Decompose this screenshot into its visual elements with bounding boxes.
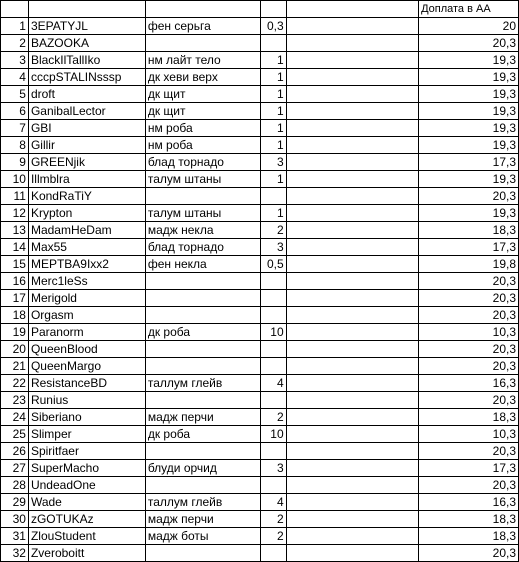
- empty-cell[interactable]: [286, 86, 418, 103]
- row-number-cell[interactable]: 29: [1, 494, 29, 511]
- row-number-cell[interactable]: 1: [1, 18, 29, 35]
- extra-payment-cell[interactable]: 18,3: [419, 528, 519, 545]
- nickname-cell[interactable]: Merigold: [28, 290, 145, 307]
- row-number-cell[interactable]: 5: [1, 86, 29, 103]
- item-cell[interactable]: блад торнадо: [145, 154, 260, 171]
- row-number-cell[interactable]: 4: [1, 69, 29, 86]
- extra-payment-cell[interactable]: 19,3: [419, 171, 519, 188]
- item-cell[interactable]: [145, 290, 260, 307]
- extra-payment-cell[interactable]: 20,3: [419, 290, 519, 307]
- item-cell[interactable]: [145, 341, 260, 358]
- item-cell[interactable]: [145, 307, 260, 324]
- quantity-cell[interactable]: [260, 545, 286, 562]
- nickname-cell[interactable]: Zveroboitt: [28, 545, 145, 562]
- empty-cell[interactable]: [286, 222, 418, 239]
- empty-cell[interactable]: [286, 341, 418, 358]
- table-row: [1, 375, 519, 392]
- table-row: [1, 341, 519, 358]
- row-number-cell[interactable]: 22: [1, 375, 29, 392]
- quantity-cell[interactable]: 1: [260, 205, 286, 222]
- extra-payment-cell[interactable]: 10,3: [419, 426, 519, 443]
- item-cell[interactable]: нм роба: [145, 137, 260, 154]
- row-number-cell[interactable]: 25: [1, 426, 29, 443]
- item-cell[interactable]: блад торнадо: [145, 239, 260, 256]
- table-row: [1, 494, 519, 511]
- row-number-cell[interactable]: 18: [1, 307, 29, 324]
- table-row: [1, 239, 519, 256]
- item-cell[interactable]: нм роба: [145, 120, 260, 137]
- spreadsheet-body: [1, 1, 519, 562]
- empty-cell[interactable]: [286, 52, 418, 69]
- nickname-cell[interactable]: Runius: [28, 392, 145, 409]
- extra-payment-cell[interactable]: 18,3: [419, 222, 519, 239]
- table-row: [1, 307, 519, 324]
- extra-payment-cell[interactable]: 18,3: [419, 511, 519, 528]
- nickname-cell[interactable]: Siberiano: [28, 409, 145, 426]
- nickname-cell[interactable]: Wade: [28, 494, 145, 511]
- row-number-cell[interactable]: 2: [1, 35, 29, 52]
- item-cell[interactable]: таллум глейв: [145, 375, 260, 392]
- quantity-cell[interactable]: 3: [260, 154, 286, 171]
- row-number-cell[interactable]: 19: [1, 324, 29, 341]
- empty-cell[interactable]: [286, 18, 418, 35]
- empty-cell[interactable]: [286, 171, 418, 188]
- extra-payment-cell[interactable]: 20,3: [419, 358, 519, 375]
- extra-payment-cell[interactable]: 20,3: [419, 392, 519, 409]
- item-cell[interactable]: [145, 392, 260, 409]
- row-number-cell[interactable]: 14: [1, 239, 29, 256]
- quantity-cell[interactable]: [260, 358, 286, 375]
- nickname-cell[interactable]: GBI: [28, 120, 145, 137]
- table-row: [1, 409, 519, 426]
- quantity-cell[interactable]: 3: [260, 460, 286, 477]
- extra-payment-cell[interactable]: 19,3: [419, 86, 519, 103]
- header-cell-num[interactable]: [1, 1, 29, 18]
- header-cell-qty[interactable]: [260, 1, 286, 18]
- table-row: [1, 35, 519, 52]
- header-cell-item[interactable]: [145, 1, 260, 18]
- row-number-cell[interactable]: 15: [1, 256, 29, 273]
- row-number-cell[interactable]: 30: [1, 511, 29, 528]
- table-row: [1, 171, 519, 188]
- row-number-cell[interactable]: 11: [1, 188, 29, 205]
- row-number-cell[interactable]: 32: [1, 545, 29, 562]
- extra-payment-cell[interactable]: 20,3: [419, 443, 519, 460]
- quantity-cell[interactable]: [260, 35, 286, 52]
- empty-cell[interactable]: [286, 375, 418, 392]
- item-cell[interactable]: талум штаны: [145, 205, 260, 222]
- item-cell[interactable]: мадж перчи: [145, 511, 260, 528]
- extra-payment-cell[interactable]: 19,3: [419, 103, 519, 120]
- empty-cell[interactable]: [286, 103, 418, 120]
- quantity-cell[interactable]: 1: [260, 120, 286, 137]
- header-cell-nick[interactable]: [28, 1, 145, 18]
- quantity-cell[interactable]: 10: [260, 324, 286, 341]
- empty-cell[interactable]: [286, 273, 418, 290]
- empty-cell[interactable]: [286, 545, 418, 562]
- table-row: [1, 290, 519, 307]
- nickname-cell[interactable]: BAZOOKA: [28, 35, 145, 52]
- nickname-cell[interactable]: 3EPATYJL: [28, 18, 145, 35]
- table-row: [1, 460, 519, 477]
- nickname-cell[interactable]: Illmblra: [28, 171, 145, 188]
- row-number-cell[interactable]: 23: [1, 392, 29, 409]
- extra-payment-cell[interactable]: 19,8: [419, 256, 519, 273]
- extra-payment-cell[interactable]: 19,3: [419, 205, 519, 222]
- quantity-cell[interactable]: [260, 341, 286, 358]
- extra-payment-cell[interactable]: 20,3: [419, 307, 519, 324]
- table-row: [1, 222, 519, 239]
- nickname-cell[interactable]: cccpSTALINsssp: [28, 69, 145, 86]
- empty-cell[interactable]: [286, 188, 418, 205]
- row-number-cell[interactable]: 12: [1, 205, 29, 222]
- extra-payment-cell[interactable]: 17,3: [419, 460, 519, 477]
- empty-cell[interactable]: [286, 528, 418, 545]
- row-number-cell[interactable]: 8: [1, 137, 29, 154]
- row-number-cell[interactable]: 17: [1, 290, 29, 307]
- quantity-cell[interactable]: 1: [260, 137, 286, 154]
- item-cell[interactable]: [145, 477, 260, 494]
- quantity-cell[interactable]: 4: [260, 494, 286, 511]
- empty-cell[interactable]: [286, 324, 418, 341]
- quantity-cell[interactable]: 1: [260, 86, 286, 103]
- row-number-cell[interactable]: 20: [1, 341, 29, 358]
- quantity-cell[interactable]: [260, 290, 286, 307]
- nickname-cell[interactable]: QueenMargo: [28, 358, 145, 375]
- item-cell[interactable]: дк хеви верх: [145, 69, 260, 86]
- empty-cell[interactable]: [286, 290, 418, 307]
- extra-payment-cell[interactable]: 10,3: [419, 324, 519, 341]
- extra-payment-cell[interactable]: 20,3: [419, 35, 519, 52]
- nickname-cell[interactable]: SuperMacho: [28, 460, 145, 477]
- header-cell-blank[interactable]: [286, 1, 418, 18]
- nickname-cell[interactable]: KondRaTiY: [28, 188, 145, 205]
- row-number-cell[interactable]: 27: [1, 460, 29, 477]
- row-number-cell[interactable]: 21: [1, 358, 29, 375]
- nickname-cell[interactable]: Krypton: [28, 205, 145, 222]
- quantity-cell[interactable]: [260, 307, 286, 324]
- row-number-cell[interactable]: 28: [1, 477, 29, 494]
- item-cell[interactable]: [145, 273, 260, 290]
- header-row: [1, 1, 519, 18]
- extra-payment-cell[interactable]: 16,3: [419, 375, 519, 392]
- table-row: [1, 137, 519, 154]
- item-cell[interactable]: [145, 358, 260, 375]
- extra-payment-cell[interactable]: 19,3: [419, 120, 519, 137]
- nickname-cell[interactable]: GanibalLector: [28, 103, 145, 120]
- extra-payment-cell[interactable]: 20,3: [419, 477, 519, 494]
- table-row: [1, 103, 519, 120]
- quantity-cell[interactable]: [260, 273, 286, 290]
- item-cell[interactable]: дк роба: [145, 426, 260, 443]
- empty-cell[interactable]: [286, 392, 418, 409]
- nickname-cell[interactable]: Gillir: [28, 137, 145, 154]
- quantity-cell[interactable]: [260, 477, 286, 494]
- extra-payment-cell[interactable]: 20,3: [419, 188, 519, 205]
- item-cell[interactable]: [145, 188, 260, 205]
- empty-cell[interactable]: [286, 511, 418, 528]
- table-row: [1, 392, 519, 409]
- quantity-cell[interactable]: 2: [260, 511, 286, 528]
- item-cell[interactable]: талум штаны: [145, 171, 260, 188]
- row-number-cell[interactable]: 13: [1, 222, 29, 239]
- table-row: [1, 256, 519, 273]
- table-row: [1, 358, 519, 375]
- item-cell[interactable]: дк щит: [145, 86, 260, 103]
- extra-payment-cell[interactable]: 19,3: [419, 52, 519, 69]
- quantity-cell[interactable]: 0,5: [260, 256, 286, 273]
- row-number-cell[interactable]: 31: [1, 528, 29, 545]
- item-cell[interactable]: фен серьга: [145, 18, 260, 35]
- item-cell[interactable]: [145, 443, 260, 460]
- table-row: [1, 205, 519, 222]
- table-row: [1, 511, 519, 528]
- extra-payment-cell[interactable]: 20,3: [419, 545, 519, 562]
- table-row: [1, 52, 519, 69]
- nickname-cell[interactable]: MEPTBA9Ixx2: [28, 256, 145, 273]
- extra-payment-cell[interactable]: 16,3: [419, 494, 519, 511]
- empty-cell[interactable]: [286, 426, 418, 443]
- nickname-cell[interactable]: Spiritfaer: [28, 443, 145, 460]
- item-cell[interactable]: таллум глейв: [145, 494, 260, 511]
- quantity-cell[interactable]: 0,3: [260, 18, 286, 35]
- nickname-cell[interactable]: ZlouStudent: [28, 528, 145, 545]
- extra-payment-cell[interactable]: 17,3: [419, 154, 519, 171]
- table-row: [1, 69, 519, 86]
- empty-cell[interactable]: [286, 239, 418, 256]
- empty-cell[interactable]: [286, 120, 418, 137]
- nickname-cell[interactable]: QueenBlood: [28, 341, 145, 358]
- nickname-cell[interactable]: UndeadOne: [28, 477, 145, 494]
- empty-cell[interactable]: [286, 494, 418, 511]
- table-row: [1, 188, 519, 205]
- quantity-cell[interactable]: 1: [260, 171, 286, 188]
- empty-cell[interactable]: [286, 35, 418, 52]
- quantity-cell[interactable]: 2: [260, 409, 286, 426]
- item-cell[interactable]: нм лайт тело: [145, 52, 260, 69]
- empty-cell[interactable]: [286, 256, 418, 273]
- extra-payment-cell[interactable]: 20: [419, 18, 519, 35]
- table-row: [1, 477, 519, 494]
- nickname-cell[interactable]: GREENjik: [28, 154, 145, 171]
- empty-cell[interactable]: [286, 358, 418, 375]
- nickname-cell[interactable]: Orgasm: [28, 307, 145, 324]
- table-row: [1, 18, 519, 35]
- table-row: [1, 426, 519, 443]
- empty-cell[interactable]: [286, 409, 418, 426]
- nickname-cell[interactable]: Paranorm: [28, 324, 145, 341]
- item-cell[interactable]: фен некла: [145, 256, 260, 273]
- nickname-cell[interactable]: MadamHeDam: [28, 222, 145, 239]
- extra-payment-cell[interactable]: 20,3: [419, 341, 519, 358]
- empty-cell[interactable]: [286, 477, 418, 494]
- extra-payment-cell[interactable]: 18,3: [419, 409, 519, 426]
- quantity-cell[interactable]: [260, 392, 286, 409]
- item-cell[interactable]: [145, 35, 260, 52]
- extra-payment-cell[interactable]: 19,3: [419, 137, 519, 154]
- empty-cell[interactable]: [286, 307, 418, 324]
- nickname-cell[interactable]: droft: [28, 86, 145, 103]
- quantity-cell[interactable]: 1: [260, 52, 286, 69]
- quantity-cell[interactable]: 1: [260, 103, 286, 120]
- empty-cell[interactable]: [286, 443, 418, 460]
- quantity-cell[interactable]: 2: [260, 222, 286, 239]
- row-number-cell[interactable]: 9: [1, 154, 29, 171]
- quantity-cell[interactable]: [260, 443, 286, 460]
- table-row: [1, 324, 519, 341]
- table-row: [1, 120, 519, 137]
- item-cell[interactable]: мадж перчи: [145, 409, 260, 426]
- quantity-cell[interactable]: [260, 188, 286, 205]
- nickname-cell[interactable]: Slimper: [28, 426, 145, 443]
- row-number-cell[interactable]: 16: [1, 273, 29, 290]
- extra-payment-cell[interactable]: 20,3: [419, 273, 519, 290]
- empty-cell[interactable]: [286, 154, 418, 171]
- empty-cell[interactable]: [286, 69, 418, 86]
- table-row: [1, 443, 519, 460]
- item-cell[interactable]: блуди орчид: [145, 460, 260, 477]
- extra-payment-cell[interactable]: 17,3: [419, 239, 519, 256]
- quantity-cell[interactable]: 10: [260, 426, 286, 443]
- empty-cell[interactable]: [286, 460, 418, 477]
- table-row: [1, 154, 519, 171]
- empty-cell[interactable]: [286, 205, 418, 222]
- row-number-cell[interactable]: 24: [1, 409, 29, 426]
- row-number-cell[interactable]: 26: [1, 443, 29, 460]
- row-number-cell[interactable]: 10: [1, 171, 29, 188]
- table-row: [1, 528, 519, 545]
- row-number-cell[interactable]: 7: [1, 120, 29, 137]
- item-cell[interactable]: дк роба: [145, 324, 260, 341]
- quantity-cell[interactable]: 3: [260, 239, 286, 256]
- row-number-cell[interactable]: 3: [1, 52, 29, 69]
- item-cell[interactable]: мадж некла: [145, 222, 260, 239]
- item-cell[interactable]: [145, 545, 260, 562]
- nickname-cell[interactable]: zGOTUKAz: [28, 511, 145, 528]
- item-cell[interactable]: дк щит: [145, 103, 260, 120]
- empty-cell[interactable]: [286, 137, 418, 154]
- nickname-cell[interactable]: ResistanceBD: [28, 375, 145, 392]
- nickname-cell[interactable]: BlackIlTallIko: [28, 52, 145, 69]
- item-cell[interactable]: мадж боты: [145, 528, 260, 545]
- header-cell-extra-payment[interactable]: Доплата в АА: [419, 1, 519, 18]
- row-number-cell[interactable]: 6: [1, 103, 29, 120]
- extra-payment-cell[interactable]: 19,3: [419, 69, 519, 86]
- table-row: [1, 86, 519, 103]
- nickname-cell[interactable]: Merc1leSs: [28, 273, 145, 290]
- quantity-cell[interactable]: 4: [260, 375, 286, 392]
- table-row: [1, 273, 519, 290]
- quantity-cell[interactable]: 2: [260, 528, 286, 545]
- quantity-cell[interactable]: 1: [260, 69, 286, 86]
- table-row: [1, 545, 519, 562]
- nickname-cell[interactable]: Max55: [28, 239, 145, 256]
